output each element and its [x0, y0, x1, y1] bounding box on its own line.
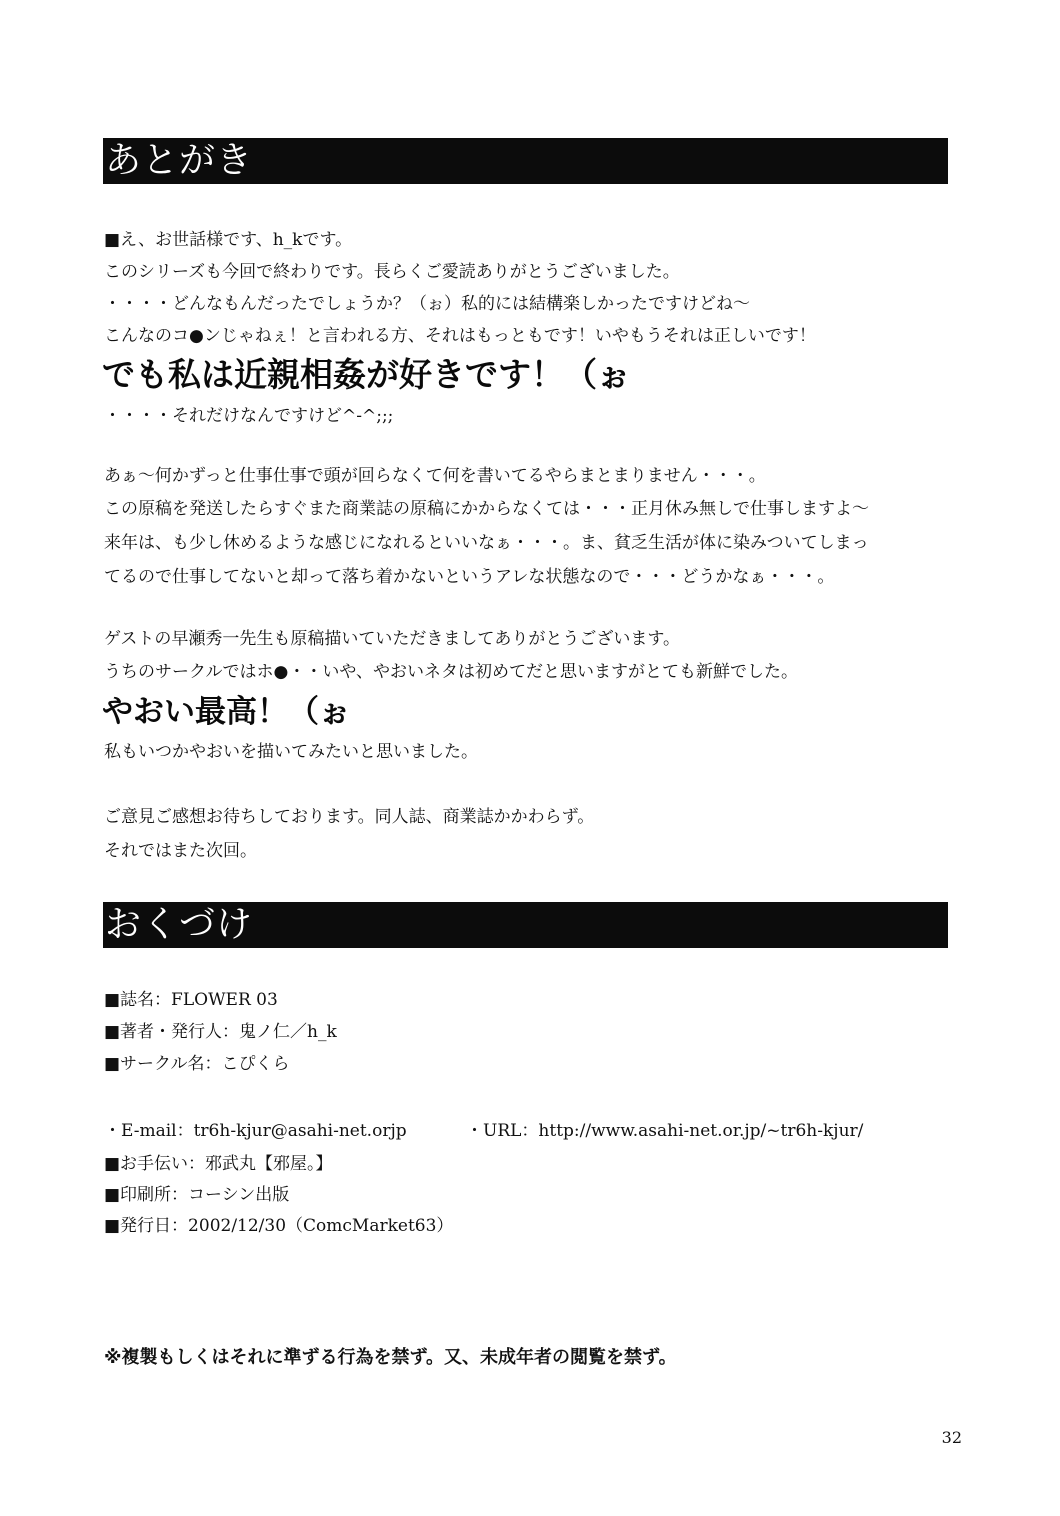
colophon-circle: ■サークル名：こぴくら	[104, 1054, 290, 1074]
afterword-para4-line-1: ご意見ご感想お待ちしております。同人誌、商業誌かかわらず。	[104, 807, 595, 827]
afterword-para4-line-2: それではまた次回。	[104, 841, 257, 861]
afterword-para2-line-1: あぁ～何かずっと仕事仕事で頭が回らなくて何を書いてるやらまとまりません・・・。	[104, 466, 766, 486]
colophon-url: ・URL：http://www.asahi-net.or.jp/~tr6h-kjur/	[466, 1121, 864, 1141]
colophon-title: ■誌名：FLOWER 03	[104, 990, 278, 1010]
afterword-line-2: このシリーズも今回で終わりです。長らくご愛読ありがとうございました。	[104, 262, 680, 282]
afterword-para3-line-2: うちのサークルではホ●・・いや、やおいネタは初めてだと思いますがとても新鮮でした。	[104, 662, 798, 682]
afterword-line-1: ■え、お世話様です、h_kです。	[104, 230, 353, 250]
colophon-heading: おくづけ	[103, 902, 948, 948]
afterword-para2-line-2: この原稿を発送したらすぐまた商業誌の原稿にかからなくては・・・正月休み無しで仕事しますよ～	[104, 499, 869, 519]
afterword-line-4: こんなのコ●ンじゃねぇ！と言われる方、それはもっともです！いやもうそれは正しいです！	[104, 326, 816, 346]
afterword-para3-line-1: ゲストの早瀬秀一先生も原稿描いていただきましてありがとうございます。	[104, 629, 680, 649]
afterword-emphasis-1: でも私は近親相姦が好きです！（ぉ	[102, 355, 630, 394]
copyright-warning: ※複製もしくはそれに準ずる行為を禁ず。又、未成年者の閲覧を禁ず。	[104, 1347, 677, 1368]
afterword-heading: あとがき	[103, 138, 948, 184]
afterword-line-after-emphasis-2: 私もいつかやおいを描いてみたいと思いました。	[104, 742, 478, 762]
afterword-emphasis-2: やおい最高！（ぉ	[102, 694, 350, 730]
colophon-date: ■発行日：2002/12/30（ComcMarket63）	[104, 1216, 454, 1236]
afterword-para2-line-4: てるので仕事してないと却って落ち着かないというアレな状態なので・・・どうかなぁ・・・。	[104, 567, 835, 587]
afterword-line-3: ・・・・どんなもんだったでしょうか？（ぉ）私的には結構楽しかったですけどね～	[104, 294, 750, 314]
afterword-line-5: ・・・・それだけなんですけど^-^;;;	[104, 406, 394, 426]
afterword-para2-line-3: 来年は、も少し休めるような感じになれるといいなぁ・・・。ま、貧乏生活が体に染みついてしまっ	[104, 533, 869, 553]
colophon-helper: ■お手伝い：邪武丸【邪屋。】	[104, 1154, 333, 1174]
page-number: 32	[941, 1428, 962, 1447]
colophon-author: ■著者・発行人：鬼ノ仁／h_k	[104, 1022, 337, 1042]
colophon-email: ・E-mail：tr6h-kjur@asahi-net.orjp	[104, 1121, 407, 1141]
colophon-printer: ■印刷所：コーシン出版	[104, 1185, 290, 1205]
